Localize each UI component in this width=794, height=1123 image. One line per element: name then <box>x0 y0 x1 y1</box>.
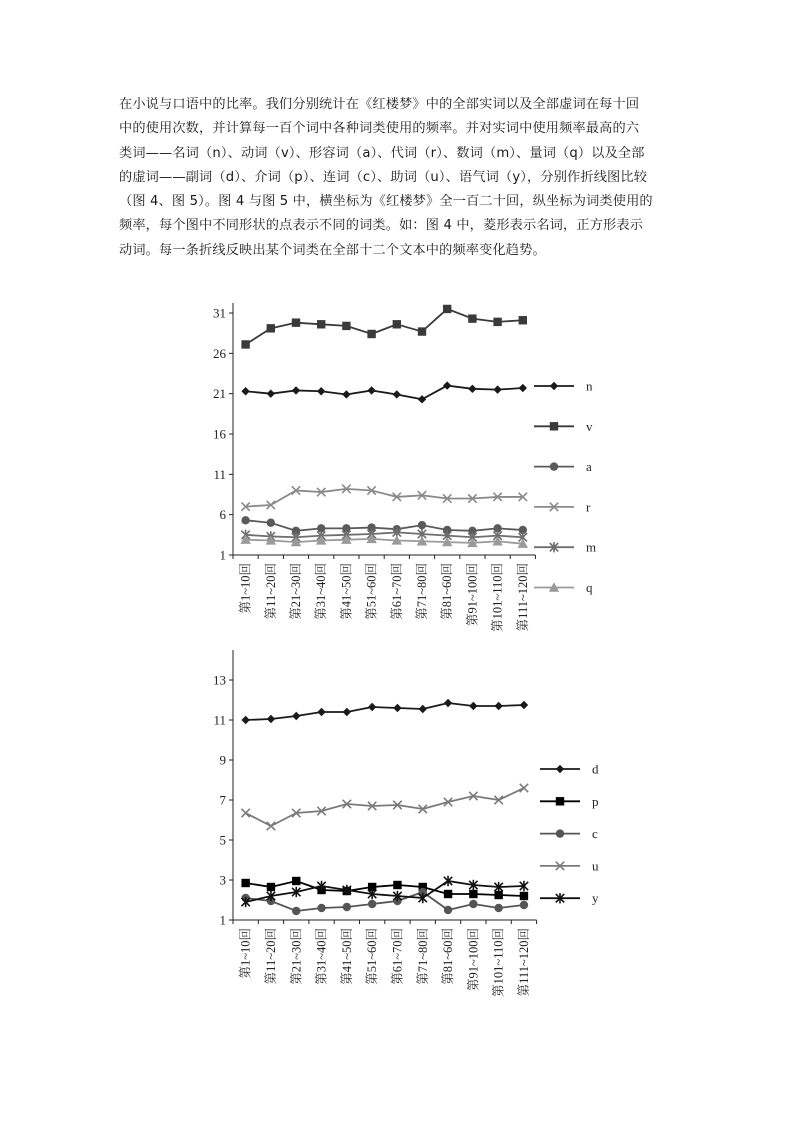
data-point-c <box>317 904 325 912</box>
data-point-d <box>343 708 351 716</box>
legend-item-y <box>540 891 599 906</box>
x-tick-label: 第61~70回 <box>389 563 404 620</box>
paragraph-line: 的虚词——副词（d）、介词（p）、连词（c）、助词（u）、语气词（y），分别作折线图比较 <box>119 169 648 185</box>
data-point-d <box>292 712 300 720</box>
series-u <box>241 784 528 830</box>
x-tick-label: 第1~10回 <box>238 563 253 614</box>
x-tick-label: 第81~60回 <box>440 563 455 620</box>
x-tick-label: 第71~80回 <box>415 928 430 985</box>
paragraph-line: 在小说与口语中的比率。我们分别统计在《红楼梦》中的全部实词以及全部虚词在每十回 <box>119 97 640 112</box>
x-tick-label: 第81~60回 <box>441 928 456 985</box>
y-tick-label: 5 <box>219 832 226 848</box>
x-tick-label: 第1~10回 <box>238 928 253 979</box>
x-tick-label: 第31~40回 <box>314 563 329 620</box>
data-point-p <box>292 877 300 885</box>
y-tick-label: 11 <box>213 466 226 482</box>
x-tick-label: 第11~20回 <box>263 928 278 985</box>
legend-label: y <box>592 890 599 906</box>
legend-label: v <box>586 418 593 434</box>
y-tick-label: 3 <box>219 872 226 888</box>
data-point-p <box>469 890 477 898</box>
x-tick-label: 第61~70回 <box>390 928 405 985</box>
y-tick-label: 9 <box>219 752 226 768</box>
legend-item-u <box>540 858 599 873</box>
y-tick-label: 1 <box>219 912 226 928</box>
y-tick-label: 31 <box>213 305 226 321</box>
data-point-c <box>520 901 528 909</box>
data-point-p <box>241 879 249 887</box>
x-tick-label: 第101~110回 <box>490 563 505 632</box>
legend-label: r <box>586 499 591 515</box>
y-tick-label: 6 <box>219 507 226 523</box>
x-tick-label: 第11~20回 <box>263 563 278 620</box>
legend-label: n <box>586 378 593 394</box>
data-point-u <box>241 809 249 817</box>
data-point-c <box>343 903 351 911</box>
legend-item-c <box>540 826 598 841</box>
series-line-d <box>246 703 524 720</box>
data-point-d <box>469 702 477 710</box>
paragraph-line: 类词——名词（n）、动词（v）、形容词（a）、代词（r）、数词（m）、量词（q）以及全部 <box>119 145 645 161</box>
x-tick-label: 第111~120回 <box>516 928 531 997</box>
x-tick-label: 第71~80回 <box>415 563 429 620</box>
legend-marker-d <box>556 765 564 773</box>
y-tick-label: 11 <box>213 712 226 728</box>
x-tick-label: 第111~120回 <box>515 563 530 632</box>
data-point-c <box>292 907 300 915</box>
data-point-c <box>368 900 376 908</box>
x-tick-label: 第31~40回 <box>314 928 329 985</box>
series-c <box>241 888 528 915</box>
x-tick-label: 第21~30回 <box>289 563 303 620</box>
data-point-u <box>520 784 528 792</box>
data-point-u <box>267 822 275 830</box>
series-d <box>241 699 528 724</box>
data-point-d <box>444 699 452 707</box>
data-point-c <box>444 906 452 914</box>
legend-label: m <box>586 539 597 555</box>
paragraph-line: 动词。每一条折线反映出某个词类在全部十二个文本中的频率变化趋势。 <box>119 242 546 258</box>
legend-label: c <box>592 826 598 842</box>
paragraph-line: 频率，每个图中不同形状的点表示不同的词类。如：图 4 中，菱形表示名词，正方形表示 <box>119 218 644 234</box>
legend-label: a <box>586 459 592 475</box>
data-point-d <box>494 702 502 710</box>
data-point-p <box>444 890 452 898</box>
legend-marker-p <box>556 797 564 805</box>
paragraph-line: 中的使用次数，并计算每一百个词中各种词类使用的频率。并对实词中使用频率最高的六 <box>119 121 640 137</box>
x-tick-label: 第51~60回 <box>364 563 379 620</box>
x-tick-label: 第41~50回 <box>339 928 354 985</box>
data-point-c <box>469 900 477 908</box>
paragraph-line: （图 4、图 5）。图 4 与图 5 中，横坐标为《红楼梦》全一百二十回，纵坐标为词类使用的 <box>119 194 653 210</box>
data-point-d <box>267 715 275 723</box>
series-p <box>241 877 528 900</box>
y-tick-label: 7 <box>219 792 226 808</box>
data-point-d <box>317 708 325 716</box>
y-tick-label: 16 <box>213 426 226 442</box>
data-point-c <box>494 904 502 912</box>
x-tick-label: 第21~30回 <box>289 928 304 985</box>
y-tick-label: 21 <box>213 386 226 402</box>
y-tick-label: 1 <box>219 547 226 563</box>
data-point-p <box>393 881 401 889</box>
data-point-d <box>419 705 427 713</box>
x-tick-label: 第101~110回 <box>491 928 506 997</box>
x-tick-label: 第41~50回 <box>339 563 354 620</box>
legend-label: p <box>592 793 599 809</box>
series-line-y <box>246 881 524 902</box>
legend-label: u <box>592 858 599 874</box>
x-tick-label: 第91~100回 <box>466 928 481 992</box>
legend-item-d <box>540 762 599 777</box>
legend-label: q <box>586 580 593 595</box>
legend-marker-c <box>556 829 564 837</box>
data-point-p <box>267 883 275 891</box>
series-line-u <box>246 788 524 826</box>
data-point-d <box>241 716 249 724</box>
legend-label: d <box>592 761 599 777</box>
y-tick-label: 13 <box>213 672 226 688</box>
data-point-p <box>520 892 528 900</box>
x-tick-label: 第51~60回 <box>365 928 380 985</box>
data-point-d <box>393 704 401 712</box>
data-point-d <box>368 703 376 711</box>
data-point-d <box>520 701 528 709</box>
legend-item-p <box>540 794 599 809</box>
x-tick-label: 第91~100回 <box>465 563 480 627</box>
y-tick-label: 26 <box>213 345 226 361</box>
